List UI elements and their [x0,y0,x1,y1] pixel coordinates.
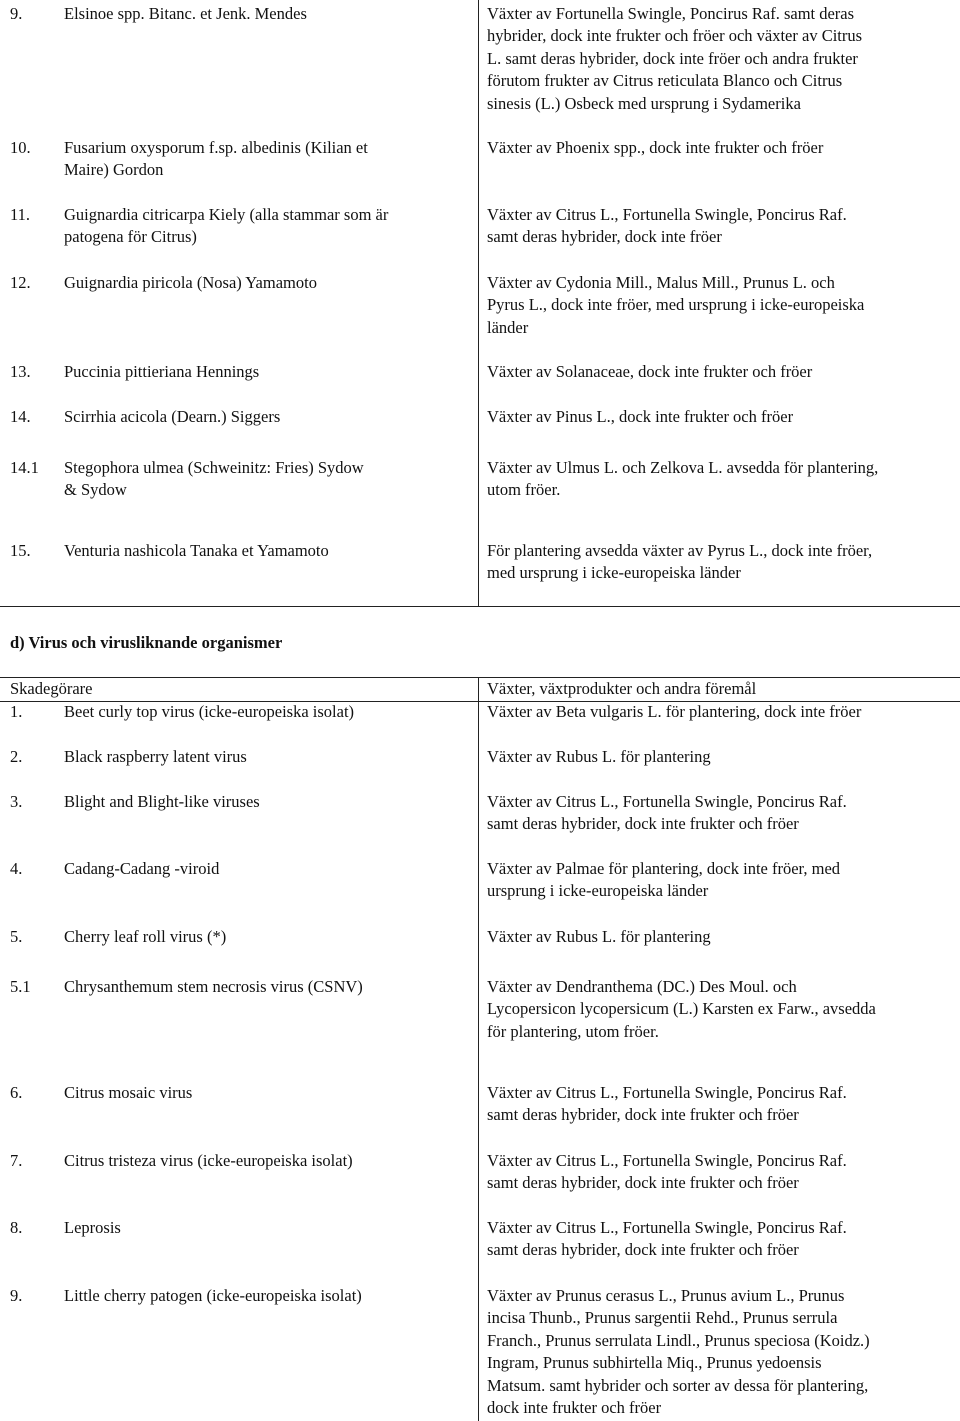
row-number: 14.1 [10,458,39,477]
pest-name: Black raspberry latent virus [64,747,247,766]
section-title: d) Virus och virusliknande organismer [10,633,283,652]
pest-name: Guignardia piricola (Nosa) Yamamoto [64,273,317,292]
row-number: 9. [10,4,23,23]
pest-name: Stegophora ulmea (Schweinitz: Fries) Sydow & Sydow [64,458,364,500]
pest-name: Citrus tristeza virus (icke-europeiska isolat) [64,1151,353,1170]
host-description: Växter av Prunus cerasus L., Prunus avium L., Prunus incisa Thunb., Prunus sargentii Rehd., Prunus serrula Franch., Prunus serrulata Lindl., Prunus speciosa (Koidz.) Ingram, Prunus subhirtella Miq., Prunus yedoensis Matsum. samt hybrider och sorter av dessa för plantering, dock inte frukter och fröer [487,1286,870,1418]
table1-column-divider [478,0,479,607]
row-number: 9. [10,1286,23,1305]
row-number: 10. [10,138,31,157]
row-number: 12. [10,273,31,292]
column-header-pest: Skadegörare [10,679,93,698]
row-number: 6. [10,1083,23,1102]
row-number: 8. [10,1218,23,1237]
row-number: 5.1 [10,977,31,996]
host-description: Växter av Palmae för plantering, dock inte fröer, med ursprung i icke-europeiska länder [487,859,841,901]
row-number: 1. [10,702,23,721]
host-description: Växter av Citrus L., Fortunella Swingle, Poncirus Raf. samt deras hybrider, dock inte fröer [487,205,847,247]
host-description: Växter av Fortunella Swingle, Poncirus Raf. samt deras hybrider, dock inte frukter och fröer och växter av Citrus L. samt deras hybrider, dock inte fröer och andra frukter förutom frukter av Citrus reticulata Blanco och Citrus sinesis (L.) Osbeck med ursprung i Sydamerika [487,4,863,113]
pest-name: Beet curly top virus (icke-europeiska isolat) [64,702,355,721]
host-description: Växter av Rubus L. för plantering [487,747,711,766]
pest-name: Scirrhia acicola (Dearn.) Siggers [64,407,281,426]
host-description: Växter av Solanaceae, dock inte frukter och fröer [487,362,813,381]
host-description: Växter av Rubus L. för plantering [487,927,711,946]
row-number: 5. [10,927,23,946]
pest-name: Blight and Blight-like viruses [64,792,260,811]
row-number: 7. [10,1151,23,1170]
pest-name: Elsinoe spp. Bitanc. et Jenk. Mendes [64,4,307,23]
host-description: Växter av Cydonia Mill., Malus Mill., Prunus L. och Pyrus L., dock inte fröer, med ursprung i icke-europeiska länder [487,273,865,337]
row-number: 2. [10,747,23,766]
host-description: Växter av Citrus L., Fortunella Swingle, Poncirus Raf. samt deras hybrider, dock inte frukter och fröer [487,1151,847,1193]
host-description: Växter av Pinus L., dock inte frukter och fröer [487,407,794,426]
pest-name: Cherry leaf roll virus (*) [64,927,227,946]
host-description: Växter av Citrus L., Fortunella Swingle, Poncirus Raf. samt deras hybrider, dock inte frukter och fröer [487,792,847,834]
table2-column-divider [478,677,479,1421]
pest-name: Guignardia citricarpa Kiely (alla stammar som är patogena för Citrus) [64,205,389,247]
host-description: Växter av Citrus L., Fortunella Swingle, Poncirus Raf. samt deras hybrider, dock inte frukter och fröer [487,1083,847,1125]
column-header-host: Växter, växtprodukter och andra föremål [487,679,757,698]
host-description: Växter av Phoenix spp., dock inte frukter och fröer [487,138,824,157]
pest-name: Cadang-Cadang -viroid [64,859,220,878]
host-description: Växter av Dendranthema (DC.) Des Moul. och Lycopersicon lycopersicum (L.) Karsten ex Farw., avsedda för plantering, utom fröer. [487,977,876,1041]
pest-name: Puccinia pittieriana Hennings [64,362,260,381]
pest-name: Citrus mosaic virus [64,1083,193,1102]
pest-name: Chrysanthemum stem necrosis virus (CSNV) [64,977,363,996]
pest-name: Fusarium oxysporum f.sp. albedinis (Kilian et Maire) Gordon [64,138,368,180]
host-description: Växter av Ulmus L. och Zelkova L. avsedda för plantering, utom fröer. [487,458,879,500]
host-description: Växter av Citrus L., Fortunella Swingle, Poncirus Raf. samt deras hybrider, dock inte frukter och fröer [487,1218,847,1260]
host-description: Växter av Beta vulgaris L. för plantering, dock inte fröer [487,702,862,721]
pest-name: Little cherry patogen (icke-europeiska isolat) [64,1286,362,1305]
row-number: 13. [10,362,31,381]
row-number: 11. [10,205,31,224]
table2-top-border [0,677,960,678]
host-description: För plantering avsedda växter av Pyrus L., dock inte fröer, med ursprung i icke-europeiska länder [487,541,873,583]
row-number: 3. [10,792,23,811]
table1-bottom-border [0,606,960,607]
row-number: 14. [10,407,31,426]
pest-name: Leprosis [64,1218,121,1237]
row-number: 15. [10,541,31,560]
row-number: 4. [10,859,23,878]
pest-name: Venturia nashicola Tanaka et Yamamoto [64,541,329,560]
